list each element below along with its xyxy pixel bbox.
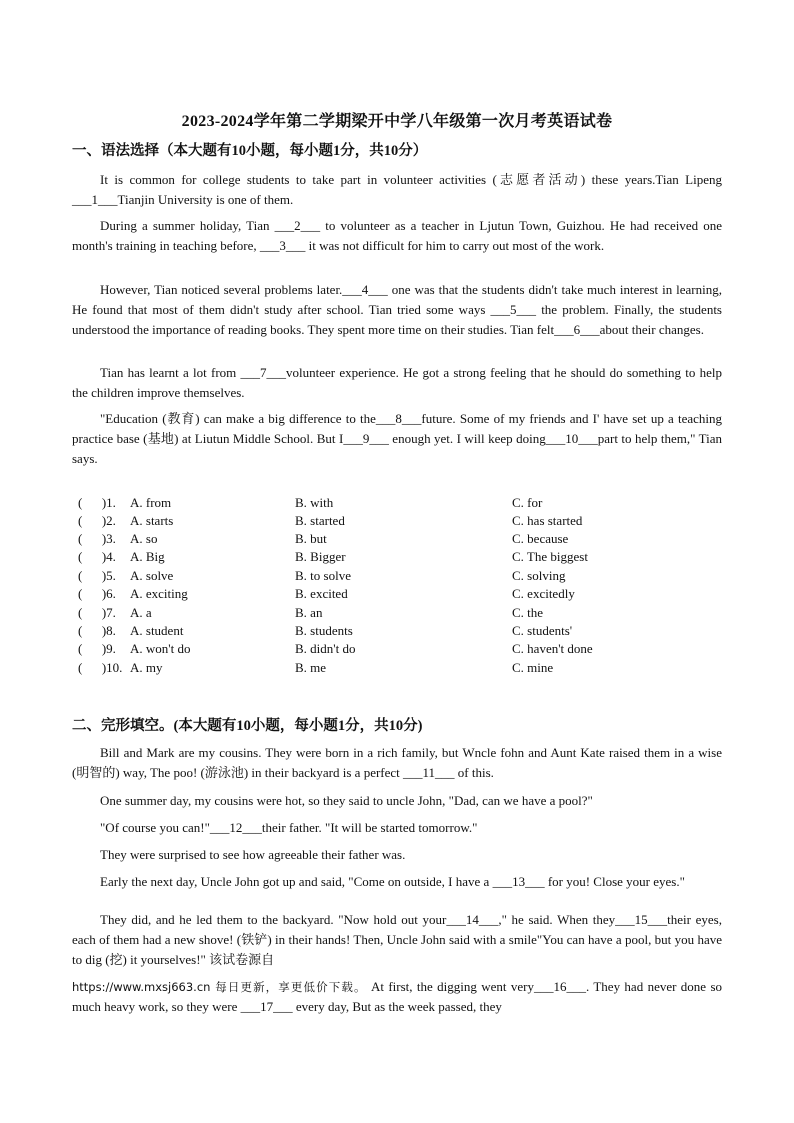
option-b: B. with	[295, 495, 334, 510]
option-a: A. exciting	[130, 586, 188, 601]
s2-paragraph-7: https://www.mxsj663.cn 每日更新，享更低价下载。 At first, the digging went very___16___. They had never done so much heavy work, so they were ___17___ every day, But as the week passed, they	[72, 979, 722, 1014]
question-row: ( )10. A. my B. me C. mine	[78, 660, 554, 675]
option-a: A. student	[130, 623, 184, 638]
option-a: A. so	[130, 531, 158, 546]
option-c: C. the	[512, 605, 544, 620]
question-row: ( )9. A. won't do B. didn't do C. haven't done	[78, 641, 593, 656]
s2-paragraph-1: Bill and Mark are my cousins. They were born in a rich family, but Wncle fohn and Aunt Kate raised them in a wise (明智的) way, The poo! (游泳池) in their backyard is a perfect ___11___ of this.	[72, 745, 722, 780]
s2-paragraph-6: They did, and he led them to the backyard. "Now hold out your___14___," he said. When they___15___their eyes, each of them had a new shove! (铁铲) in their hands! Then, Uncle John said with a smile"You can have a pool, but you have to dig (挖) it yourselves!" 该试卷源自	[72, 912, 722, 967]
question-row: ( )1. A. from B. with C. for	[78, 495, 543, 510]
option-b: B. Bigger	[295, 549, 346, 564]
option-b: B. excited	[295, 586, 348, 601]
option-c: C. students'	[512, 623, 573, 638]
option-a: A. from	[130, 495, 172, 510]
option-b: B. an	[295, 605, 323, 620]
option-c: C. solving	[512, 568, 566, 583]
option-a: A. starts	[130, 513, 174, 528]
s1-paragraph-3: However, Tian noticed several problems later.___4___ one was that the students didn't take much interest in learning, He found that most of them didn't study after school. Tian tried some ways ___5___ the problem. Finally, the students understood the importance of reading books. They spent more time on their studies. Tian felt___6___about their changes.	[72, 282, 722, 337]
option-b: B. started	[295, 513, 345, 528]
option-a: A. a	[130, 605, 152, 620]
option-c: C. haven't done	[512, 641, 593, 656]
question-row: ( )7. A. a B. an C. the	[78, 605, 544, 620]
option-c: C. because	[512, 531, 569, 546]
question-row: ( )5. A. solve B. to solve C. solving	[78, 568, 566, 583]
option-a: A. solve	[130, 568, 174, 583]
question-row: ( )6. A. exciting B. excited C. excitedly	[78, 586, 575, 601]
s1-paragraph-2: During a summer holiday, Tian ___2___ to volunteer as a teacher in Ljutun Town, Guizhou. He had received one month's training in teaching before, ___3___ it was not difficult for him to carry out most of the work.	[72, 218, 722, 253]
section2-heading: 二、完形填空。(本大题有10小题，每小题1分，共10分)	[72, 718, 423, 734]
question-row: ( )4. A. Big B. Bigger C. The biggest	[78, 549, 588, 564]
option-c: C. mine	[512, 660, 554, 675]
question-row: ( )3. A. so B. but C. because	[78, 531, 569, 546]
option-a: A. my	[130, 660, 163, 675]
s2-paragraph-3: "Of course you can!"___12___their father. "It will be started tomorrow."	[100, 820, 478, 835]
exam-title: 2023-2024学年第二学期梁开中学八年级第一次月考英语试卷	[181, 113, 613, 130]
option-b: B. me	[295, 660, 327, 675]
option-b: B. to solve	[295, 568, 351, 583]
option-a: A. won't do	[130, 641, 191, 656]
option-c: C. excitedly	[512, 586, 575, 601]
option-a: A. Big	[130, 549, 165, 564]
s2-paragraph-5: Early the next day, Uncle John got up and said, "Come on outside, I have a ___13___ for you! Close your eyes."	[100, 874, 685, 889]
question-row: ( )8. A. student B. students C. students'	[78, 623, 573, 638]
s2-paragraph-2: One summer day, my cousins were hot, so they said to uncle John, "Dad, can we have a pool?"	[100, 793, 593, 808]
section1-heading: 一、语法选择（本大题有10小题，每小题1分，共10分）	[72, 143, 428, 159]
option-b: B. students	[295, 623, 353, 638]
question-row: ( )2. A. starts B. started C. has started	[78, 513, 583, 528]
option-b: B. didn't do	[295, 641, 356, 656]
option-c: C. The biggest	[512, 549, 588, 564]
s1-paragraph-4: Tian has learnt a lot from ___7___volunteer experience. He got a strong feeling that he should do something to help the children improve themselves.	[72, 365, 722, 400]
s1-paragraph-1: It is common for college students to take part in volunteer activities (志愿者活动) these years.Tian Lipeng ___1___Tianjin University is one of them.	[72, 172, 722, 207]
s1-paragraph-5: "Education (教育) can make a big difference to the___8___future. Some of my friends and I' have set up a teaching practice base (基地) at Liutun Middle School. But I___9___ enough yet. I will keep doing___10___part to help them," Tian says.	[72, 411, 722, 466]
source-url-notice: https://www.mxsj663.cn 每日更新，享更低价下载。	[72, 980, 367, 994]
option-b: B. but	[295, 531, 327, 546]
option-c: C. has started	[512, 513, 583, 528]
option-c: C. for	[512, 495, 543, 510]
s2-paragraph-4: They were surprised to see how agreeable their father was.	[100, 847, 406, 862]
